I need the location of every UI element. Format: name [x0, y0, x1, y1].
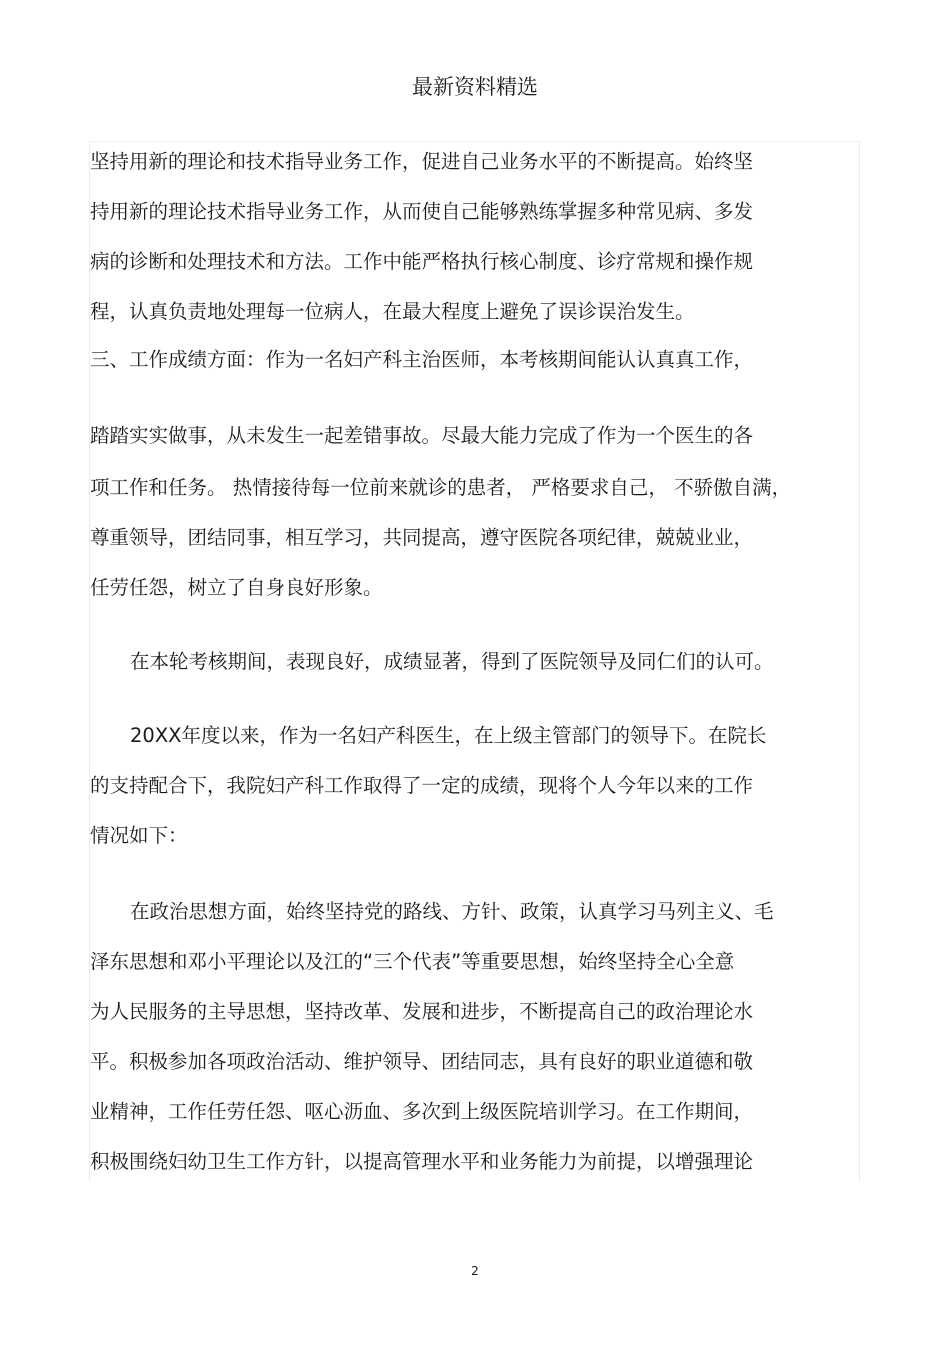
- text-line: 项工作和任务。 热情接待每一位前来就诊的患者， 严格要求自己， 不骄傲自满，: [90, 476, 792, 499]
- text-line: 踏踏实实做事，从未发生一起差错事故。尽最大能力完成了作为一个医生的各: [90, 424, 754, 447]
- text-line: 任劳任怨，树立了自身良好形象。: [90, 576, 383, 599]
- text-line: 坚持用新的理论和技术指导业务工作，促进自己业务水平的不断提高。始终坚: [90, 150, 754, 173]
- text-line: 尊重领导，团结同事，相互学习，共同提高，遵守医院各项纪律，兢兢业业，: [90, 526, 754, 549]
- text-line: 程，认真负责地处理每一位病人，在最大程度上避免了误诊误治发生。: [90, 300, 695, 323]
- text-line: 病的诊断和处理技术和方法。工作中能严格执行核心制度、诊疗常规和操作规: [90, 250, 754, 273]
- text-line: 平。积极参加各项政治活动、维护领导、团结同志，具有良好的职业道德和敬: [90, 1050, 754, 1073]
- text-line: 三、工作成绩方面：作为一名妇产科主治医师，本考核期间能认认真真工作，: [90, 348, 754, 371]
- text-line: 的支持配合下，我院妇产科工作取得了一定的成绩，现将个人今年以来的工作: [90, 774, 754, 797]
- page-header-title: 最新资料精选: [412, 75, 538, 99]
- text-line: 积极围绕妇幼卫生工作方针，以提高管理水平和业务能力为前提，以增强理论: [90, 1150, 754, 1173]
- text-line: 为人民服务的主导思想，坚持改革、发展和进步，不断提高自己的政治理论水: [90, 1000, 754, 1023]
- text-line: 20XX年度以来，作为一名妇产科医生，在上级主管部门的领导下。在院长: [130, 724, 767, 747]
- text-line: 泽东思想和邓小平理论以及江的“三个代表”等重要思想，始终坚持全心全意: [90, 950, 735, 973]
- text-line: 在政治思想方面，始终坚持党的路线、方针、政策，认真学习马列主义、毛: [130, 900, 774, 923]
- text-line: 在本轮考核期间，表现良好，成绩显著，得到了医院领导及同仁们的认可。: [130, 650, 774, 673]
- text-line: 业精神，工作任劳任怨、呕心沥血、多次到上级医院培训学习。在工作期间，: [90, 1100, 754, 1123]
- page-number: 2: [471, 1264, 479, 1278]
- text-line: 情况如下：: [90, 824, 188, 847]
- text-line: 持用新的理论技术指导业务工作，从而使自己能够熟练掌握多种常见病、多发: [90, 200, 754, 223]
